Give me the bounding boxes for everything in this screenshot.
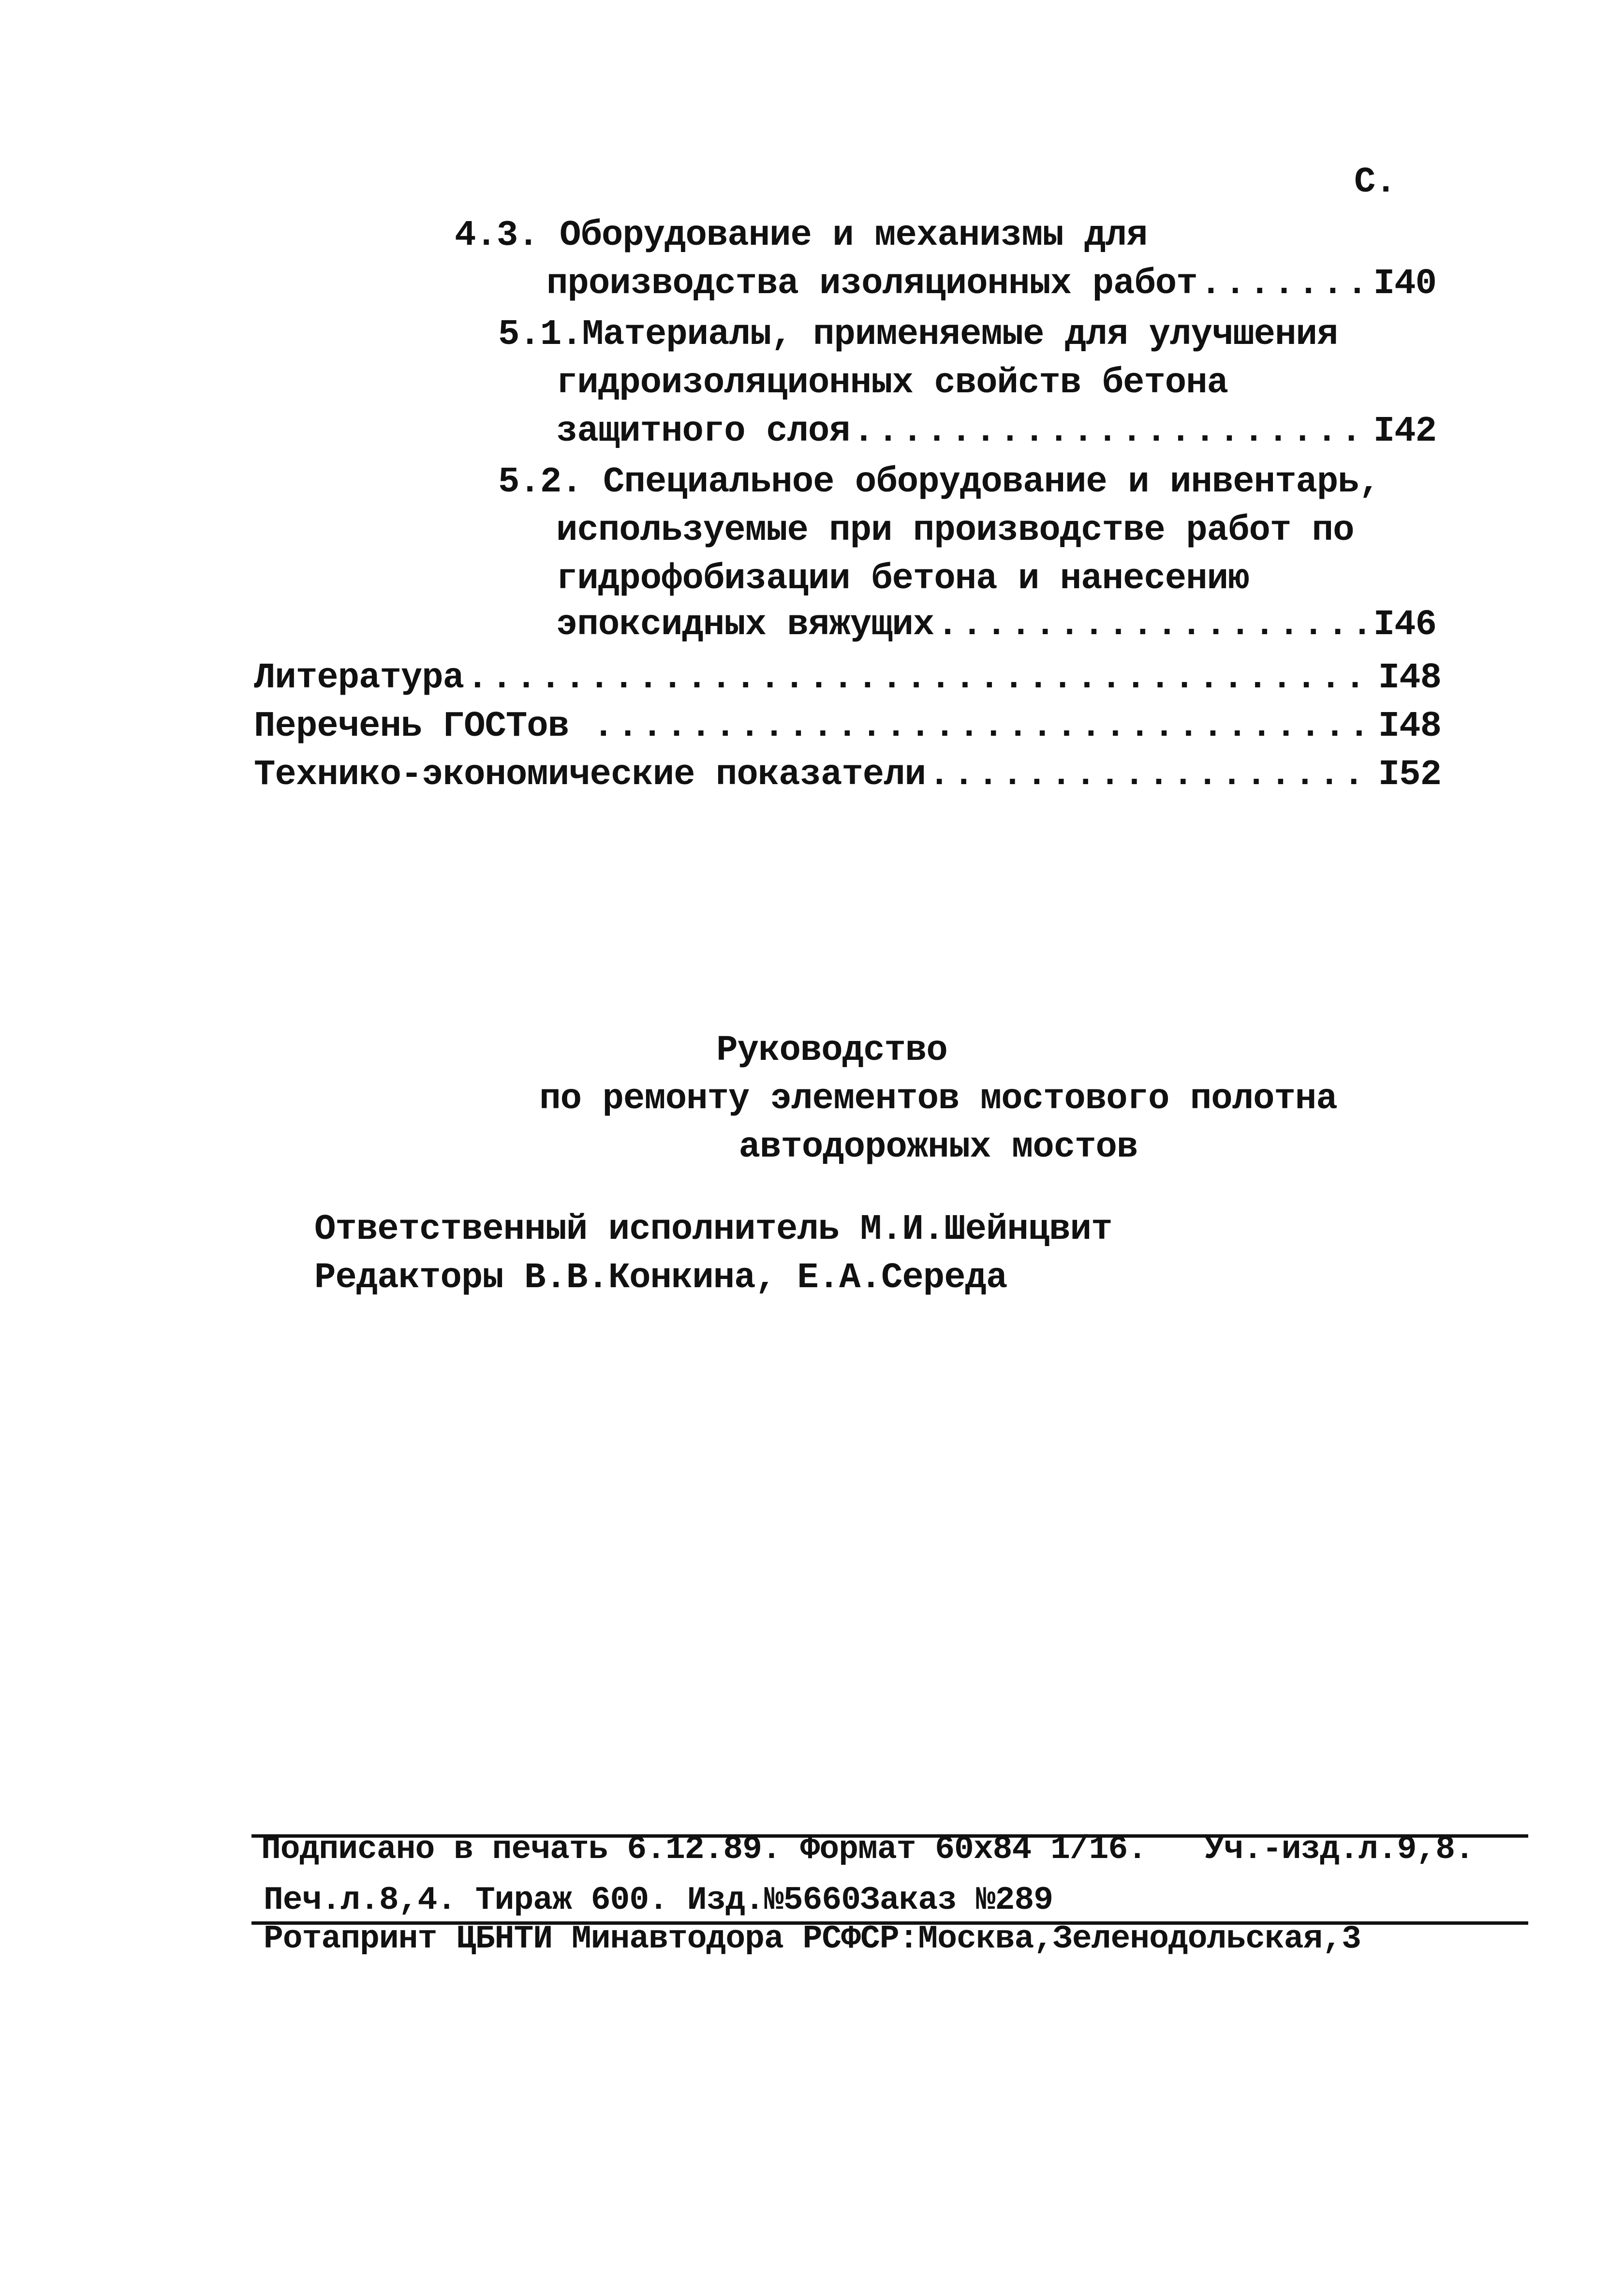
toc-entry-5-1-label: защитного слоя — [556, 411, 850, 452]
toc-leader-dots — [853, 414, 1371, 449]
toc-leader-dots — [929, 757, 1375, 793]
imprint-line2: Печ.л.8,4. Тираж 600. Изд.№5660Заказ №289 — [264, 1882, 1053, 1919]
toc-leader-dots — [1200, 266, 1371, 302]
imprint-line3: Ротапринт ЦБНТИ Минавтодора РСФСР:Москва,Зеленодольская,3 — [264, 1920, 1361, 1958]
toc-entry-5-2-line3: гидрофобизации бетона и нанесению — [556, 559, 1249, 599]
toc-entry-4-3-line1: 4.3. Оборудование и механизмы для — [455, 215, 1148, 256]
document-title-line1: Руководство — [716, 1030, 947, 1071]
toc-entry-5-1-page: I42 — [1373, 411, 1436, 452]
toc-entry-5-2-page: I46 — [1373, 605, 1436, 645]
toc-entry-5-2-line1: 5.2. Специальное оборудование и инвентарь, — [498, 462, 1380, 503]
toc-entry-4-3-label: производства изоляционных работ — [546, 264, 1197, 304]
toc-literature-label: Литература — [254, 658, 464, 699]
toc-entry-4-3-page: I40 — [1373, 264, 1436, 304]
toc-page-column-header: С. — [1354, 162, 1396, 203]
imprint-line1: Подписано в печать 6.12.89. Формат 60х84 1/16. Уч.-изд.л.9,8. — [261, 1831, 1474, 1868]
toc-leader-dots — [593, 709, 1375, 744]
document-title-line2: по ремонту элементов мостового полотна — [539, 1079, 1337, 1119]
toc-entry-5-2-line2: используемые при производстве работ по — [556, 510, 1354, 551]
toc-leader-dots — [467, 660, 1375, 696]
toc-indicators-page: I52 — [1378, 755, 1441, 795]
toc-entry-5-1-line3 — [556, 411, 1436, 452]
toc-entry-4-3-line2 — [546, 266, 1436, 302]
toc-entry-5-2-label: эпоксидных вяжущих — [556, 605, 934, 645]
toc-entry-indicators — [254, 757, 1441, 793]
toc-entry-5-1-line1: 5.1.Материалы, применяемые для улучшения — [498, 314, 1338, 355]
document-title-line3: автодорожных мостов — [738, 1127, 1138, 1168]
toc-leader-dots — [937, 607, 1370, 643]
toc-entry-gost-list — [254, 706, 1441, 747]
toc-entry-5-2-line4 — [556, 607, 1436, 643]
toc-indicators-label: Технико-экономические показатели — [254, 755, 926, 795]
responsible-executor: Ответственный исполнитель М.И.Шейнцвит — [314, 1209, 1112, 1250]
toc-gost-page: I48 — [1378, 706, 1441, 747]
toc-entry-5-1-line2: гидроизоляционных свойств бетона — [556, 363, 1228, 403]
toc-entry-literature — [254, 658, 1441, 699]
toc-literature-page: I48 — [1378, 658, 1441, 699]
editors: Редакторы В.В.Конкина, Е.А.Середа — [314, 1258, 1007, 1298]
toc-gost-label: Перечень ГОСТов — [254, 706, 590, 747]
